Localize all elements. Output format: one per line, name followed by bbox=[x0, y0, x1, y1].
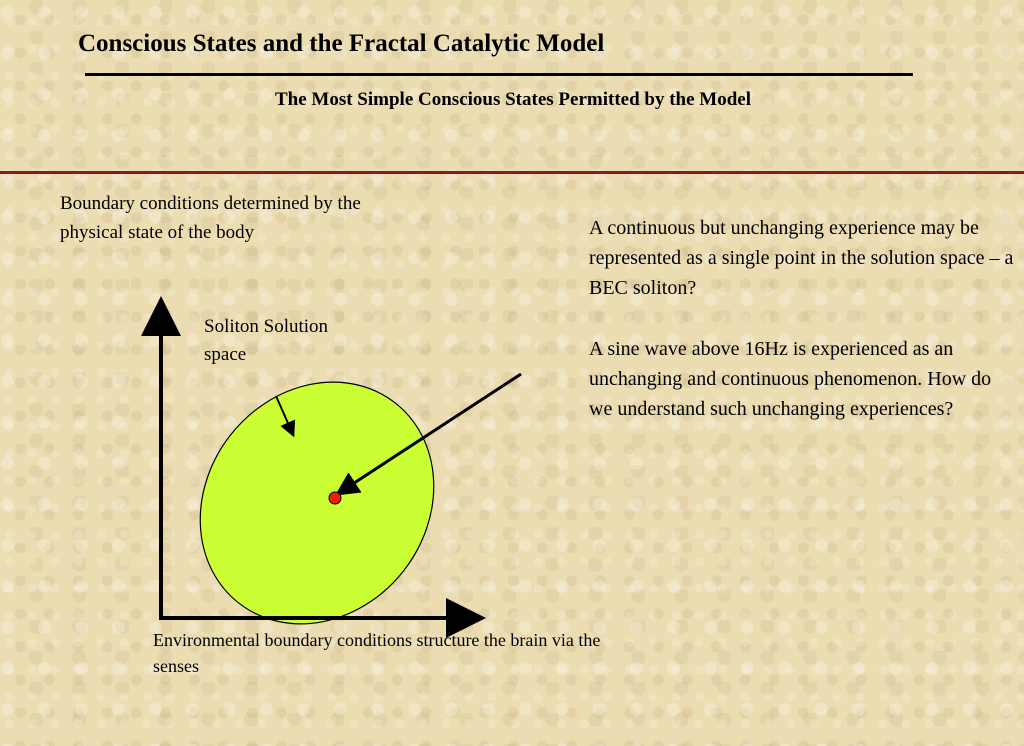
region-label: Soliton Solution space bbox=[204, 316, 329, 365]
soliton-solution-region bbox=[152, 335, 482, 671]
bec-soliton-point bbox=[329, 492, 341, 504]
explanation-paragraph-2: A sine wave above 16Hz is experienced as an unchanging and continuous phenomenon. How do we understand such unchanging experiences? bbox=[589, 338, 992, 420]
slide-subtitle-text: The Most Simple Conscious States Permitted by the Model bbox=[274, 89, 752, 110]
slide-title: Conscious States and the Fractal Catalytic Model bbox=[78, 30, 605, 57]
explanation-paragraph-1: A continuous but unchanging experience may be represented as a single point in the solution space – a BEC soliton? bbox=[589, 217, 1014, 299]
x-axis-caption: Environmental boundary conditions structure the brain via the senses bbox=[153, 630, 601, 676]
y-axis-caption: Boundary conditions determined by the physical state of the body bbox=[60, 193, 361, 243]
